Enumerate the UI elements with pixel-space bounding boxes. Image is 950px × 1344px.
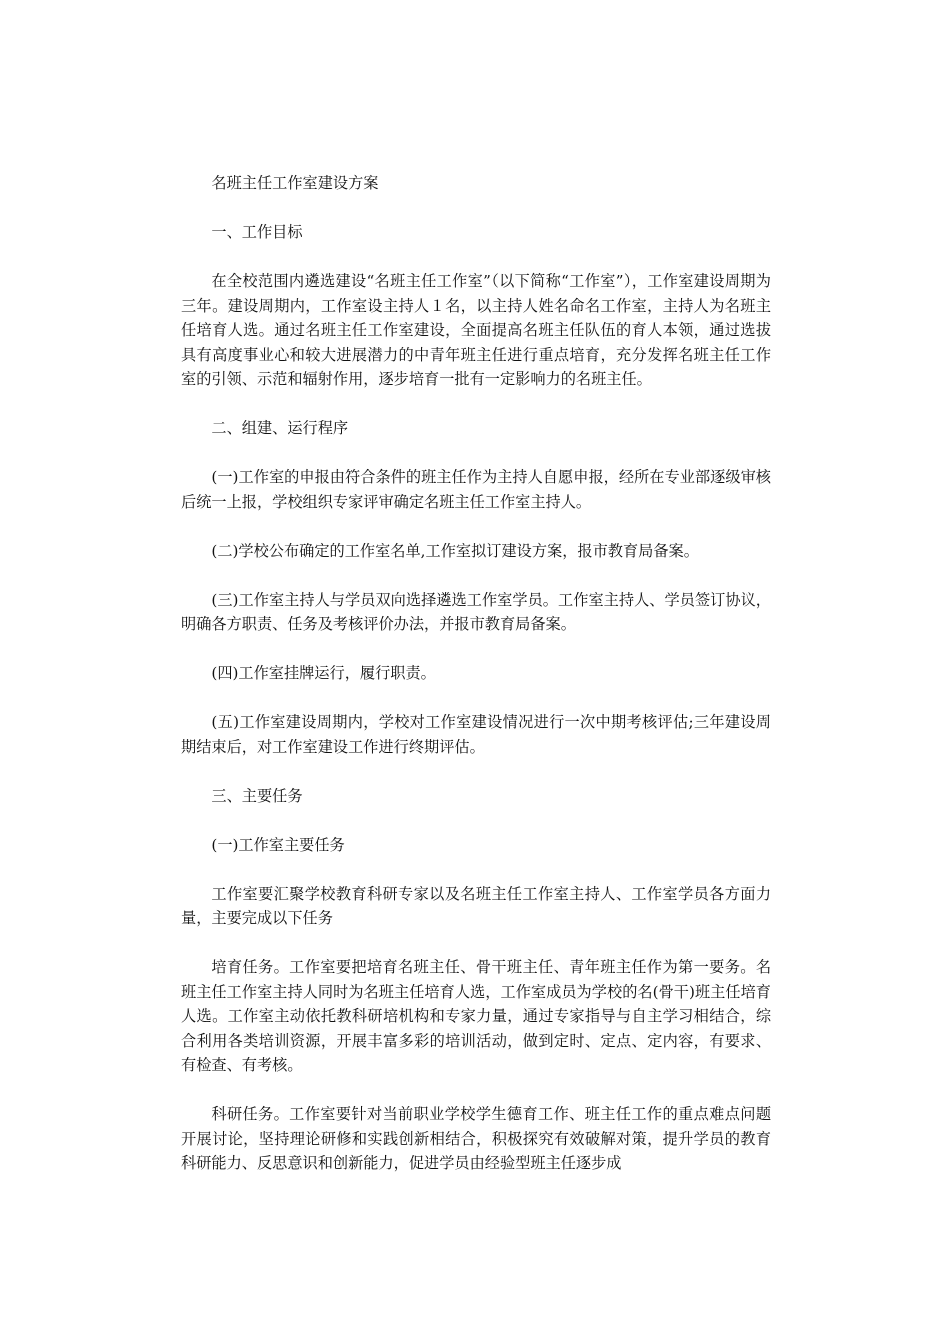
paragraph: 在全校范围内遴选建设“名班主任工作室”（以下简称“工作室”），工作室建设周期为三年。建设周期内，工作室设主持人１名，以主持人姓名命名工作室，主持人为名班主任培育人选。通过名班主任工作室建设，全面提高名班主任队伍的育人本领，通过选拔具有高度事业心和较大进展潜力的中青年班主任进行重点培育，充分发挥名班主任工作室的引领、示范和辐射作用，逐步培育一批有一定影响力的名班主任。 <box>181 272 771 388</box>
subsection-heading: (一)工作室主要任务 <box>211 835 345 854</box>
paragraph: 培育任务。工作室要把培育名班主任、骨干班主任、青年班主任作为第一要务。名班主任工作室主持人同时为名班主任培育人选，工作室成员为学校的名(骨干)班主任培育人选。工作室主动依托教科研培机构和专家力量，通过专家指导与自主学习相结合，综合利用各类培训资源，开展丰富多彩的培训活动，做到定时、定点、定内容，有要求、有检查、有考核。 <box>181 958 771 1074</box>
document-title: 名班主任工作室建设方案 <box>211 174 379 192</box>
paragraph: (四)工作室挂牌运行，履行职责。 <box>211 664 436 682</box>
paragraph: 科研任务。工作室要针对当前职业学校学生德育工作、班主任工作的重点难点问题开展讨论，坚持理论研修和实践创新相结合，积极探究有效破解对策，提升学员的教育科研能力、反思意识和创新能力，促进学员由经验型班主任逐步成 <box>181 1105 771 1172</box>
section-heading-3: 三、主要任务 <box>211 786 303 805</box>
paragraph: (三)工作室主持人与学员双向选择遴选工作室学员。工作室主持人、学员签订协议，明确各方职责、任务及考核评价办法，并报市教育局备案。 <box>181 590 771 633</box>
paragraph: (二)学校公布确定的工作室名单,工作室拟订建设方案，报市教育局备案。 <box>211 541 699 560</box>
document-body <box>181 171 771 1200</box>
paragraph: (一)工作室的申报由符合条件的班主任作为主持人自愿申报，经所在专业部逐级审核后统一上报，学校组织专家评审确定名班主任工作室主持人。 <box>181 468 771 511</box>
paragraph: (五)工作室建设周期内，学校对工作室建设情况进行一次中期考核评估;三年建设周期结束后，对工作室建设工作进行终期评估。 <box>181 713 771 756</box>
section-heading-1: 一、工作目标 <box>211 223 303 241</box>
paragraph: 工作室要汇聚学校教育科研专家以及名班主任工作室主持人、工作室学员各方面力量，主要完成以下任务 <box>181 884 771 927</box>
section-heading-2: 二、组建、运行程序 <box>211 419 349 437</box>
